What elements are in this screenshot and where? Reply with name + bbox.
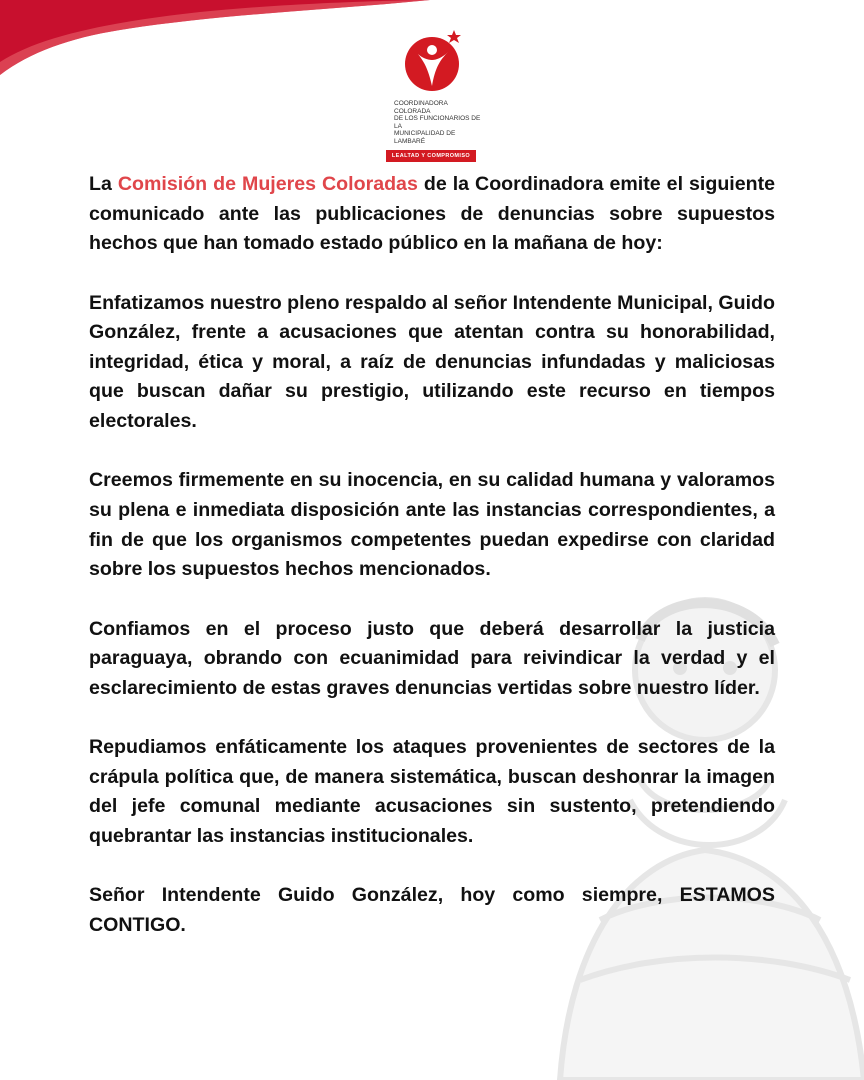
organization-name: COORDINADORA COLORADA DE LOS FUNCIONARIOS DE LA MUNICIPALIDAD DE LAMBARÉ [394, 100, 481, 145]
organization-logo [380, 28, 484, 162]
paragraph-closing: Señor Intendente Guido González, hoy como siempre, ESTAMOS CONTIGO. [89, 884, 775, 936]
paragraph-support: Enfatizamos nuestro pleno respaldo al señor Intendente Municipal, Guido González, frente a acusaciones que atentan contra su honorabilidad, integridad, ética y moral, a raíz de denuncias infundadas y maliciosas que buscan dañar su prestigio, utilizando este recurso en tiempos electorales. [89, 291, 775, 432]
paragraph-innocence: Creemos firmemente en su inocencia, en su calidad humana y valoramos su plena e inmediata disposición ante las instancias correspondientes, a fin de que los organismos competentes puedan expedirse con claridad sobre los supuestos hechos mencionados. [89, 469, 775, 581]
motto-banner: LEALTAD Y COMPROMISO [386, 150, 476, 162]
paragraph-repudiation: Repudiamos enfáticamente los ataques provenientes de sectores de la crápula política que, de manera sistemática, buscan deshonrar la imagen del jefe comunal mediante acusaciones sin sustento, pretendiendo quebrantar las instancias institucionales. [89, 736, 775, 847]
statement-body [89, 170, 775, 940]
intro-text-start: La [89, 173, 118, 195]
commission-name-highlight: Comisión de Mujeres Coloradas [117, 173, 418, 195]
star-figure-logo-icon [404, 28, 464, 94]
intro-text-end: de la Coordinadora emite el siguiente comunicado ante las publicaciones de denuncias sobre supuestos hechos que han tomado estado público en la mañana de hoy: [89, 173, 776, 255]
paragraph-justice: Confiamos en el proceso justo que deberá desarrollar la justicia paraguaya, obrando con ecuanimidad para reivindicar la verdad y el esclarecimiento de estas graves denuncias vertidas sobre nuestro líder. [89, 617, 775, 699]
paragraph-intro [89, 170, 775, 259]
